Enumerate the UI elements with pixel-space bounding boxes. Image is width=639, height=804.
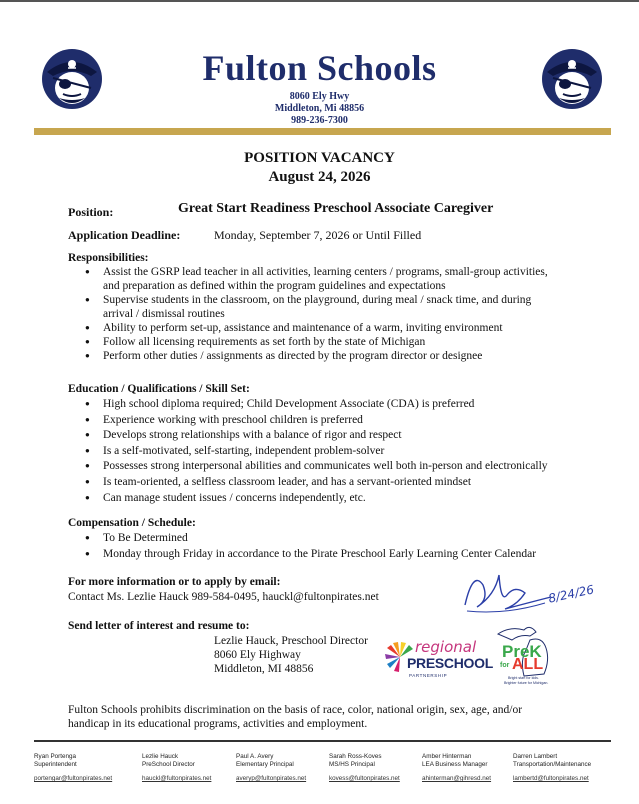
position-label: Position:	[68, 205, 114, 219]
preschool-text: PRESCHOOL	[407, 655, 493, 671]
list-item: ● High school diploma required; Child Development Associate (CDA) is preferred	[85, 397, 605, 413]
address-line1: 8060 Ely Hwy	[289, 91, 350, 102]
staff-email-link[interactable]: ahinterman@gihresd.net	[422, 775, 492, 782]
list-item: ● Ability to perform set-up, assistance and maintenance of a warm, inviting environment	[85, 321, 605, 335]
send-line1: Lezlie Hauck, Preschool Director	[214, 635, 368, 647]
staff-entry	[329, 753, 400, 783]
send-line2: 8060 Ely Highway	[214, 649, 301, 661]
deadline-value: Monday, September 7, 2026 or Until Filled	[214, 228, 422, 242]
prek-text: PreK	[502, 642, 542, 661]
staff-title: Elementary Principal	[236, 761, 294, 768]
signature-date: 8/24/26	[547, 582, 596, 606]
list-item: ● Possesses strong interpersonal abilities and communicates well both in-person and electronically	[85, 459, 605, 475]
staff-name: Darren Lambert	[513, 753, 558, 760]
staff-name: Paul A. Avery	[236, 753, 274, 760]
compensation-list	[85, 531, 605, 562]
staff-title: LEA Business Manager	[422, 761, 488, 768]
responsibilities-list	[85, 265, 605, 363]
staff-name: Sarah Ross-Koves	[329, 753, 382, 760]
list-item: ● Perform other duties / assignments as directed by the program director or designee	[85, 349, 605, 363]
education-title: Education / Qualifications / Skill Set:	[68, 383, 250, 395]
notice-title: POSITION VACANCY	[244, 150, 395, 166]
responsibilities-title: Responsibilities:	[68, 252, 149, 264]
contact-title: For more information or to apply by email:	[68, 576, 281, 588]
list-item: ● Can manage student issues / concerns independently, etc.	[85, 491, 605, 507]
education-list	[85, 397, 605, 506]
staff-title: MS/HS Principal	[329, 761, 375, 768]
list-item-continuation: arrival / dismissal routines	[103, 308, 225, 320]
staff-title: Superintendent	[34, 761, 77, 768]
staff-email-link[interactable]: lambertd@fultonpirates.net	[513, 775, 589, 782]
position-value: Great Start Readiness Preschool Associate Caregiver	[178, 201, 494, 216]
regional-preschool-logo	[385, 632, 493, 688]
list-item: ● Experience working with preschool children is preferred	[85, 413, 605, 429]
compensation-title: Compensation / Schedule:	[68, 517, 196, 529]
footer-divider	[34, 740, 611, 742]
partnership-text: PARTNERSHIP	[409, 673, 448, 678]
list-item: ● Is a self-motivated, self-starting, independent problem-solver	[85, 444, 605, 460]
staff-entry	[513, 753, 591, 783]
list-item: ● Develops strong relationships with a balance of rigor and respect	[85, 428, 605, 444]
prek-for-all-logo	[490, 620, 562, 692]
list-item: ● Assist the GSRP lead teacher in all activities, learning centers / programs, small-group activities,	[85, 265, 605, 279]
prek-tagline-2: Brighter future for Michigan.	[504, 681, 549, 685]
notice-date: August 24, 2026	[268, 169, 371, 185]
staff-name: Lezlie Hauck	[142, 753, 179, 760]
disclaimer-line2: handicap in its educational programs, activities and employment.	[68, 718, 368, 730]
prek-all-text: ALL	[512, 656, 544, 673]
staff-entry	[142, 753, 211, 783]
gold-divider	[34, 128, 611, 135]
top-border-line	[0, 0, 639, 2]
school-name: Fulton Schools	[202, 48, 437, 88]
phone-number: 989-236-7300	[291, 115, 348, 126]
staff-email-link[interactable]: hauckl@fultonpirates.net	[142, 775, 212, 782]
staff-title: Transportation/Maintenance	[513, 761, 592, 768]
regional-text: regional	[415, 638, 477, 656]
staff-entry	[236, 753, 306, 783]
list-item: ● Supervise students in the classroom, on the playground, during meal / snack time, and during	[85, 293, 605, 307]
disclaimer-line1: Fulton Schools prohibits discrimination on the basis of race, color, national origin, sex, age, and/or	[68, 704, 523, 716]
contact-text: Contact Ms. Lezlie Hauck 989-584-0495, hauckl@fultonpirates.net	[68, 591, 379, 603]
list-item-continuation: and preparation as defined within the program guidelines and expectations	[103, 280, 446, 292]
staff-entry	[34, 753, 112, 783]
staff-email-link[interactable]: portengar@fultonpirates.net	[34, 775, 113, 782]
list-item: ● Follow all licensing requirements as set forth by the state of Michigan	[85, 335, 605, 349]
list-item: ● Monday through Friday in accordance to the Pirate Preschool Early Learning Center Calendar	[85, 547, 605, 563]
staff-email-link[interactable]: averyp@fultonpirates.net	[236, 775, 307, 782]
send-line3: Middleton, MI 48856	[214, 663, 314, 675]
deadline-label: Application Deadline:	[68, 228, 181, 242]
staff-name: Ryan Portenga	[34, 753, 77, 760]
address-line2: Middleton, Mi 48856	[274, 103, 365, 114]
staff-name: Amber Hinterman	[422, 753, 472, 760]
list-item: ● To Be Determined	[85, 531, 605, 547]
list-item: ● Is team-oriented, a selfless classroom leader, and has a servant-oriented mindset	[85, 475, 605, 491]
staff-email-link[interactable]: kovess@fultonpirates.net	[329, 775, 400, 782]
send-title: Send letter of interest and resume to:	[68, 620, 250, 632]
staff-entry	[422, 753, 491, 783]
prek-for-text: for	[500, 662, 510, 669]
prek-tagline-1: Bright start for kids.	[508, 676, 539, 680]
staff-title: PreSchool Director	[142, 761, 195, 768]
